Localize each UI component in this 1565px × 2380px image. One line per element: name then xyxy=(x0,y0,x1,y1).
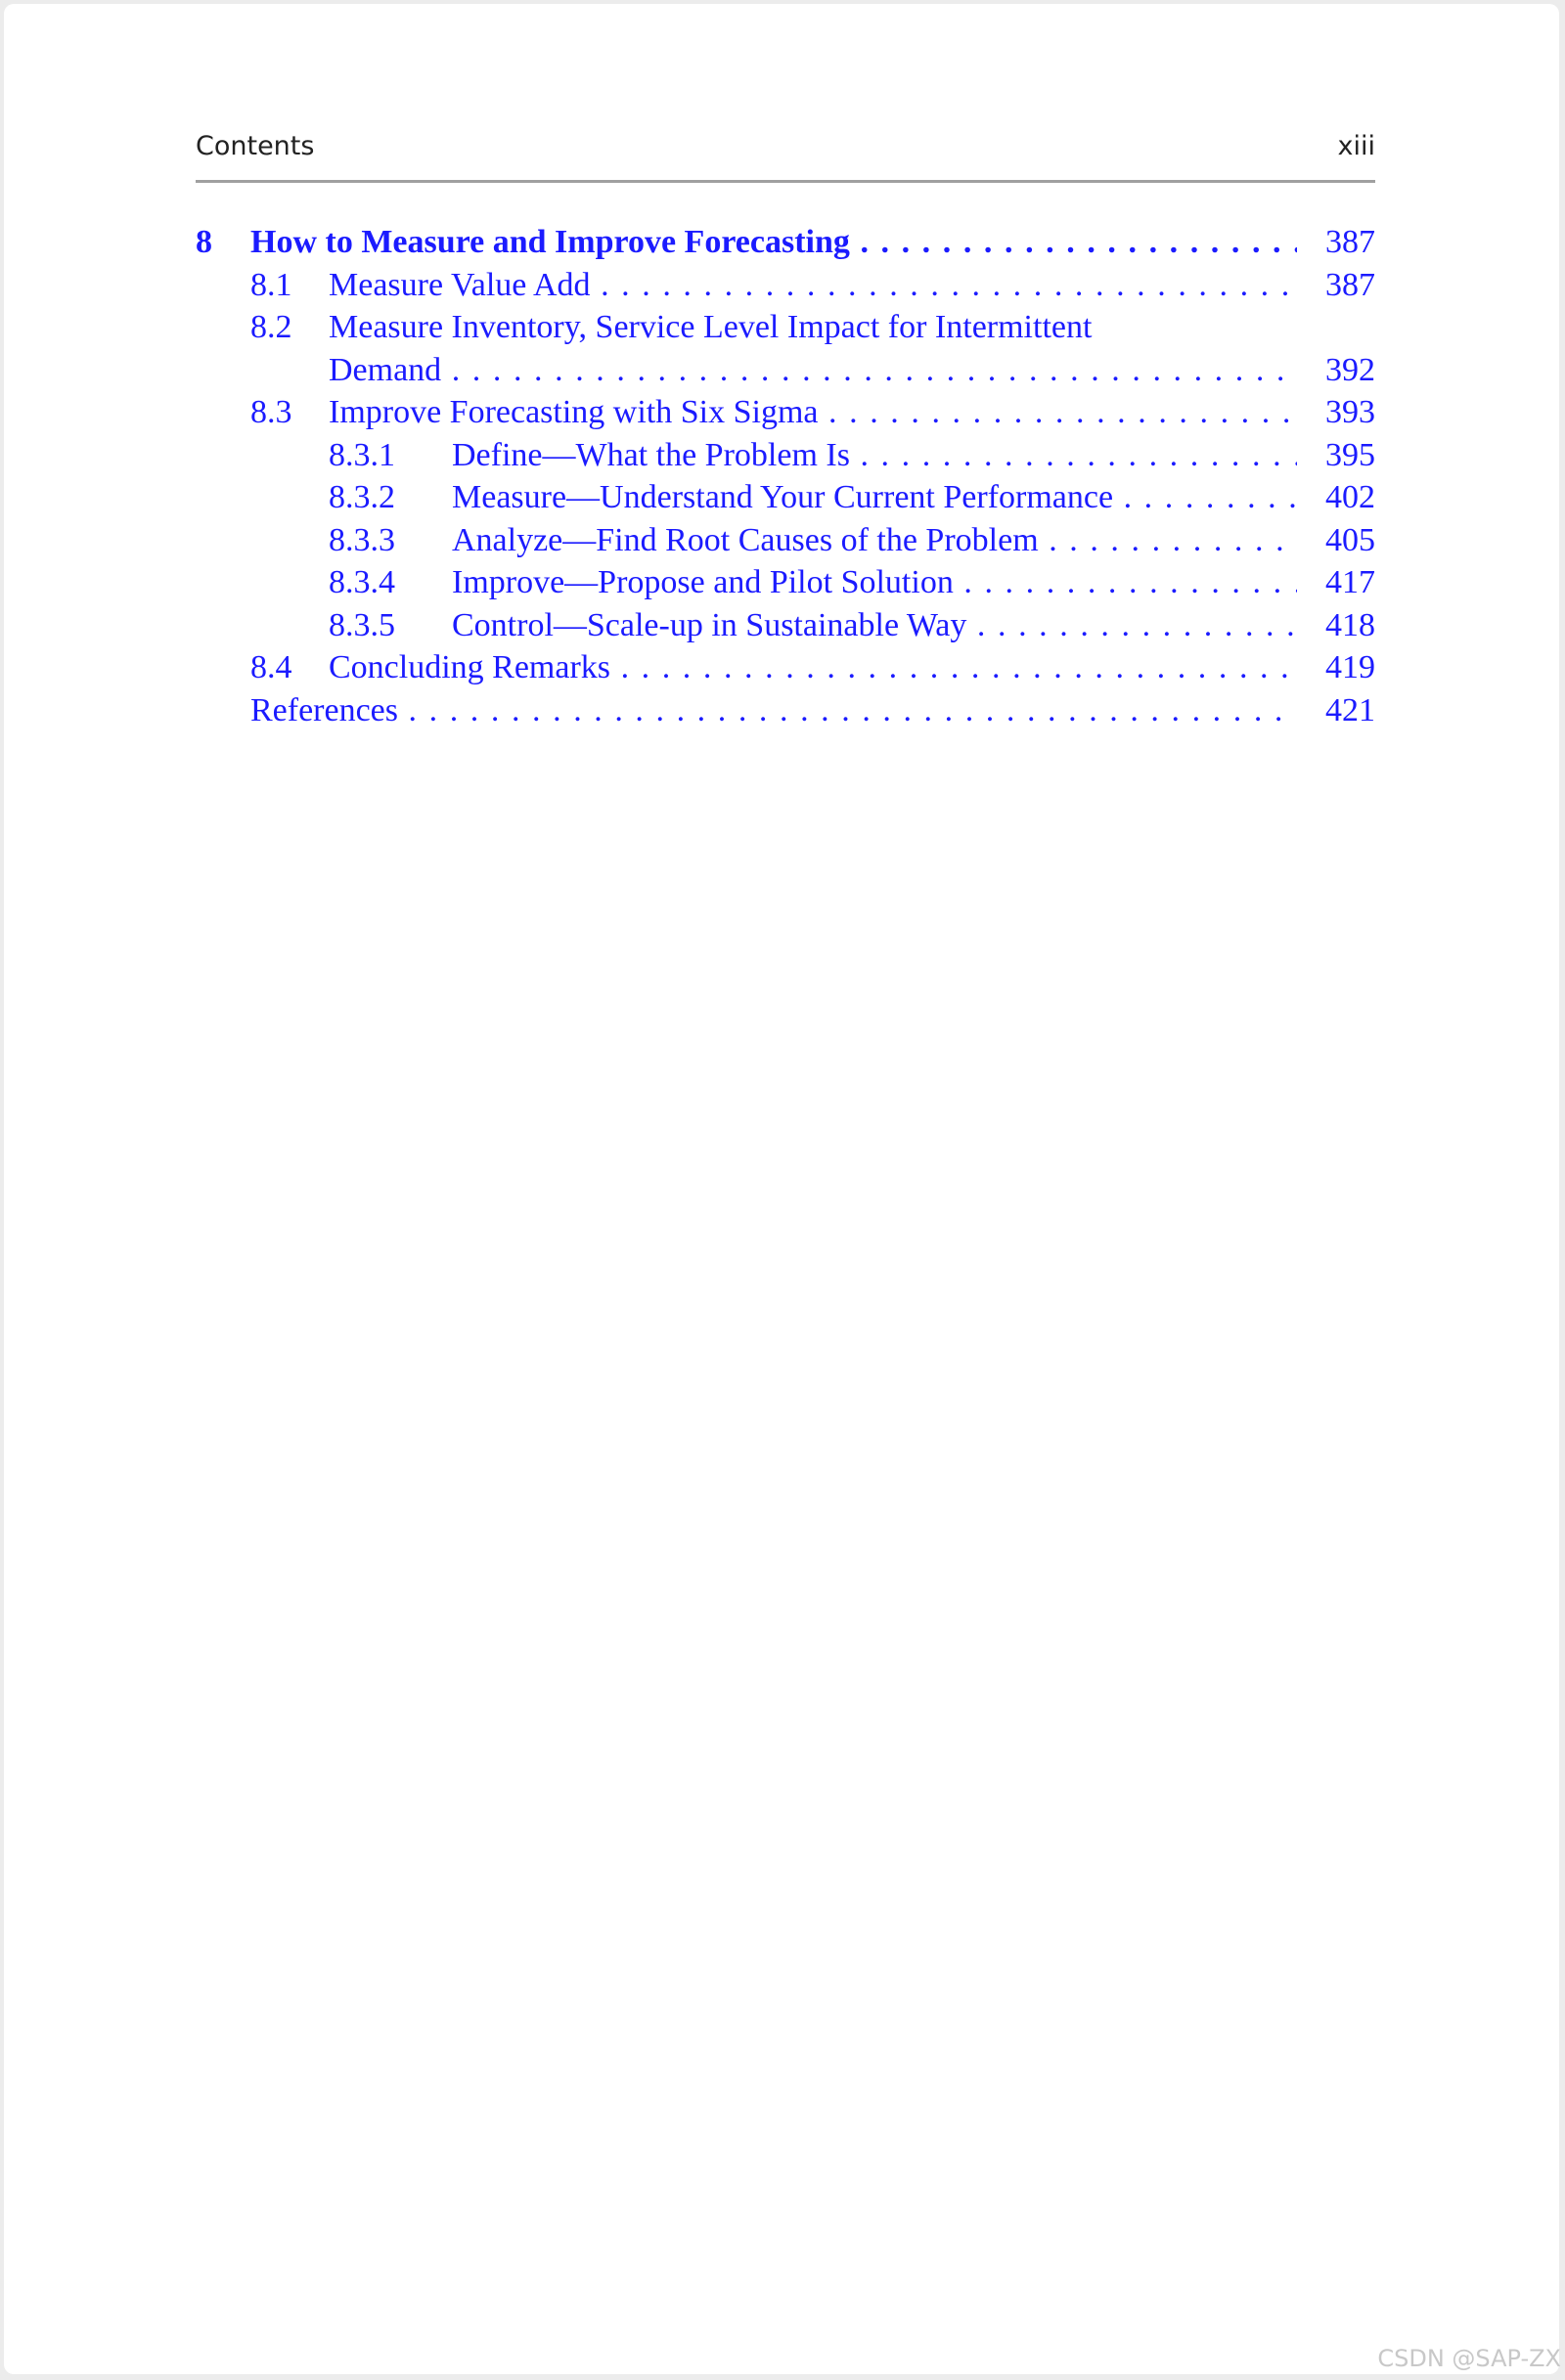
toc-entry-8-3-1[interactable] xyxy=(196,434,1375,477)
toc-entry-title[interactable]: How to Measure and Improve Forecasting . . . xyxy=(250,221,1297,264)
toc-entry-number: 8.3.2 xyxy=(329,479,395,515)
header-rule xyxy=(196,180,1375,183)
toc-entry-number: 8.4 xyxy=(250,649,292,685)
toc-entry-number: 8.3.5 xyxy=(329,606,395,643)
toc-entry-page[interactable]: 402 xyxy=(1325,479,1375,515)
running-head-title: Contents xyxy=(196,131,315,161)
toc-entry-8-3-4[interactable] xyxy=(196,561,1375,604)
toc-entry-chapter-8[interactable] xyxy=(196,221,1375,264)
running-head-page-number: xiii xyxy=(1337,131,1375,161)
toc-entry-references[interactable] xyxy=(196,689,1375,732)
watermark: CSDN @SAP-ZX xyxy=(1377,2345,1561,2372)
toc-entry-page[interactable]: 392 xyxy=(1325,351,1375,388)
toc-entry-number: 8.3.1 xyxy=(329,436,395,473)
toc-entry-8-3-5[interactable] xyxy=(196,604,1375,647)
toc-entry-number: 8.3.4 xyxy=(329,564,395,600)
toc-entry-page[interactable]: 418 xyxy=(1325,606,1375,643)
toc-entry-page[interactable]: 387 xyxy=(1325,266,1375,303)
toc-entry-number: 8 xyxy=(196,224,212,260)
toc-entry-page[interactable]: 417 xyxy=(1325,564,1375,600)
toc-entry-8-4[interactable] xyxy=(196,646,1375,689)
toc-entry-title[interactable]: Control—Scale-up in Sustainable Way . . . xyxy=(452,604,1297,647)
toc-entry-title[interactable]: Demand . . . xyxy=(329,349,1297,392)
toc-entry-number: 8.1 xyxy=(250,266,292,303)
toc-entry-8-2-continued[interactable] xyxy=(196,349,1375,392)
toc-entry-page[interactable]: 387 xyxy=(1325,224,1375,260)
toc-entry-title[interactable]: Define—What the Problem Is . . . xyxy=(452,434,1297,477)
toc-entry-number: 8.2 xyxy=(250,309,292,345)
toc-entry-8-3[interactable] xyxy=(196,391,1375,434)
toc-entry-title[interactable]: Measure Inventory, Service Level Impact for Intermittent xyxy=(329,309,1093,345)
toc-entry-page[interactable]: 395 xyxy=(1325,436,1375,473)
toc-entry-page[interactable]: 419 xyxy=(1325,649,1375,685)
toc-entry-title[interactable]: Measure Value Add . . . xyxy=(329,264,1297,307)
toc-entry-page[interactable]: 393 xyxy=(1325,394,1375,430)
toc-entry-page[interactable]: 421 xyxy=(1325,691,1375,728)
toc-entry-title[interactable]: Analyze—Find Root Causes of the Problem . . . xyxy=(452,519,1297,562)
toc-entry-title[interactable]: References . . . xyxy=(250,689,1297,732)
toc-entry-number: 8.3 xyxy=(250,394,292,430)
toc-entry-title[interactable]: Concluding Remarks . . . xyxy=(329,646,1297,689)
table-of-contents xyxy=(196,221,1375,731)
toc-entry-title[interactable]: Improve Forecasting with Six Sigma . . . xyxy=(329,391,1297,434)
document-page xyxy=(4,4,1559,2374)
running-head xyxy=(196,127,1375,168)
toc-entry-8-3-2[interactable] xyxy=(196,476,1375,519)
toc-entry-page[interactable]: 405 xyxy=(1325,521,1375,558)
toc-entry-8-2[interactable] xyxy=(196,306,1375,349)
toc-entry-8-3-3[interactable] xyxy=(196,519,1375,562)
toc-entry-number: 8.3.3 xyxy=(329,521,395,558)
toc-entry-title[interactable]: Improve—Propose and Pilot Solution . . . xyxy=(452,561,1297,604)
toc-entry-title[interactable]: Measure—Understand Your Current Performance . . . xyxy=(452,476,1297,519)
toc-entry-8-1[interactable] xyxy=(196,264,1375,307)
